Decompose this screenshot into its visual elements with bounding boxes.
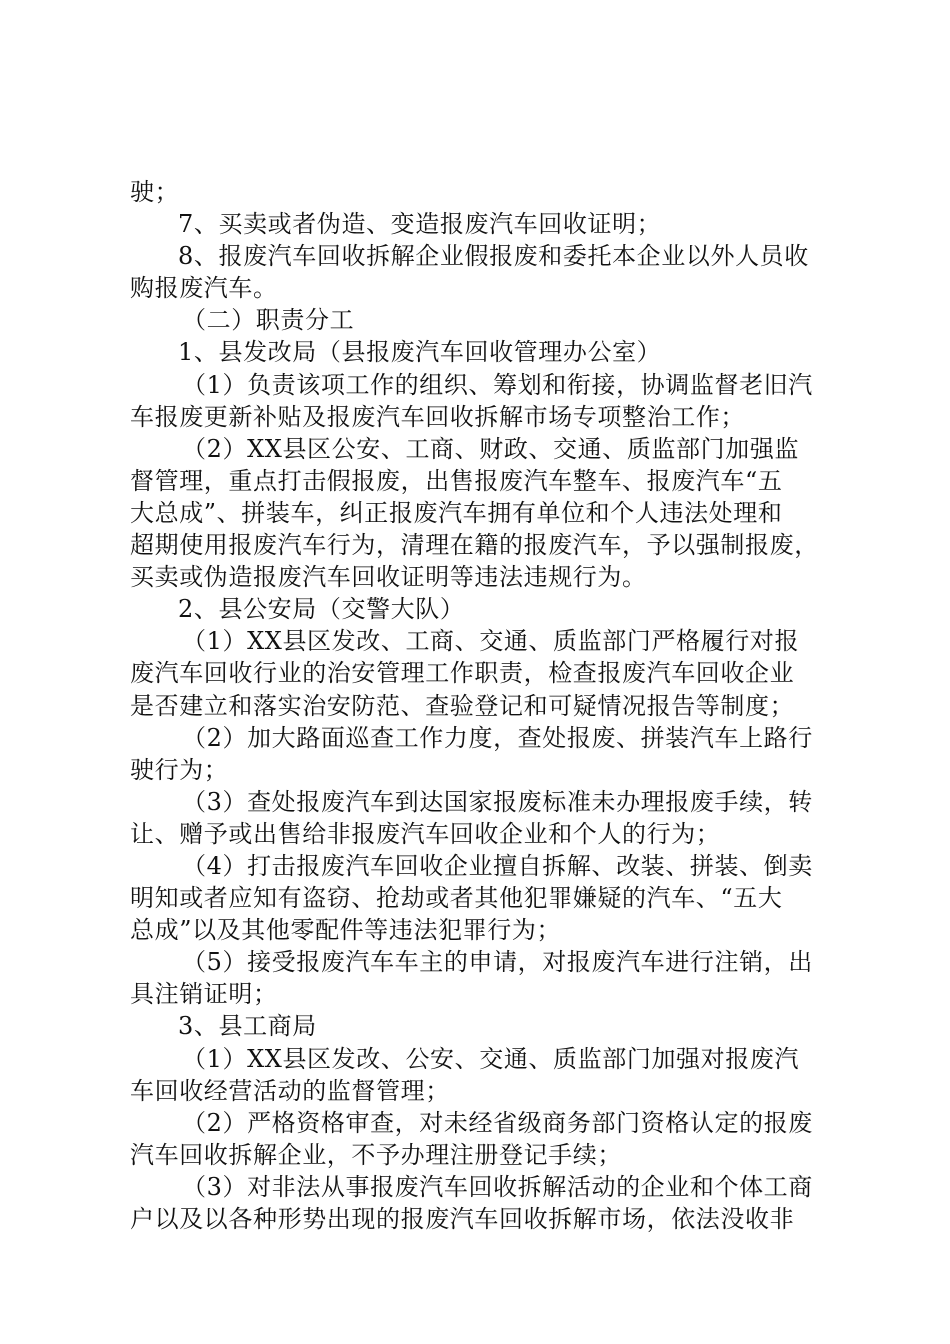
text-line: （二）职责分工 bbox=[182, 306, 355, 335]
text-line: （2）严格资格审查，对未经省级商务部门资格认定的报废 bbox=[182, 1108, 813, 1137]
text-line: 汽车回收拆解企业，不予办理注册登记手续； bbox=[130, 1140, 622, 1169]
text-line: （1）负责该项工作的组织、筹划和衔接，协调监督老旧汽 bbox=[182, 370, 813, 399]
text-line: （3）查处报废汽车到达国家报废标准未办理报废手续，转 bbox=[182, 787, 813, 816]
text-line: 超期使用报废汽车行为，清理在籍的报废汽车，予以强制报废， bbox=[130, 531, 819, 560]
text-line: 废汽车回收行业的治安管理工作职责，检查报废汽车回收企业 bbox=[130, 659, 795, 688]
document-body bbox=[130, 176, 830, 1235]
text-line: 让、赠予或出售给非报废汽车回收企业和个人的行为； bbox=[130, 819, 721, 848]
text-line: 车回收经营活动的监督管理； bbox=[130, 1076, 450, 1105]
text-line: 1、县发改局（县报废汽车回收管理办公室） bbox=[178, 338, 662, 367]
text-line: （5）接受报废汽车车主的申请，对报废汽车进行注销，出 bbox=[182, 948, 813, 977]
text-line: 3、县工商局 bbox=[178, 1012, 317, 1041]
text-line: 7、买卖或者伪造、变造报废汽车回收证明； bbox=[178, 210, 662, 239]
text-line: 是否建立和落实治安防范、查验登记和可疑情况报告等制度； bbox=[130, 691, 795, 720]
text-line: 驶行为； bbox=[130, 755, 229, 784]
text-line: 买卖或伪造报废汽车回收证明等违法违规行为。 bbox=[130, 563, 647, 592]
text-line: （1）XX县区发改、工商、交通、质监部门严格履行对报 bbox=[182, 627, 800, 656]
text-line: （2）XX县区公安、工商、财政、交通、质监部门加强监 bbox=[182, 434, 800, 463]
text-line: 8、报废汽车回收拆解企业假报废和委托本企业以外人员收 bbox=[178, 242, 809, 271]
text-line: （3）对非法从事报废汽车回收拆解活动的企业和个体工商 bbox=[182, 1172, 813, 1201]
text-line: 户以及以各种形势出现的报废汽车回收拆解市场，依法没收非 bbox=[130, 1205, 795, 1233]
text-line: （2）加大路面巡查工作力度，查处报废、拼装汽车上路行 bbox=[182, 723, 813, 752]
text-line: 驶； bbox=[130, 178, 180, 206]
text-line: （1）XX县区发改、公安、交通、质监部门加强对报废汽 bbox=[182, 1044, 800, 1073]
text-line: 大总成”、拼装车，纠正报废汽车拥有单位和个人违法处理和 bbox=[130, 498, 783, 527]
text-line: 具注销证明； bbox=[130, 980, 278, 1009]
text-line: （4）打击报废汽车回收企业擅自拆解、改装、拼装、倒卖 bbox=[182, 851, 813, 880]
text-line: 督管理，重点打击假报废，出售报废汽车整车、报废汽车“五 bbox=[130, 466, 783, 495]
text-line: 总成”以及其他零配件等违法犯罪行为； bbox=[130, 916, 562, 945]
text-line: 购报废汽车。 bbox=[130, 274, 278, 303]
text-line: 2、县公安局（交警大队） bbox=[178, 595, 465, 624]
text-line: 明知或者应知有盗窃、抢劫或者其他犯罪嫌疑的汽车、“五大 bbox=[130, 884, 783, 913]
text-line: 车报废更新补贴及报废汽车回收拆解市场专项整治工作； bbox=[130, 402, 745, 431]
